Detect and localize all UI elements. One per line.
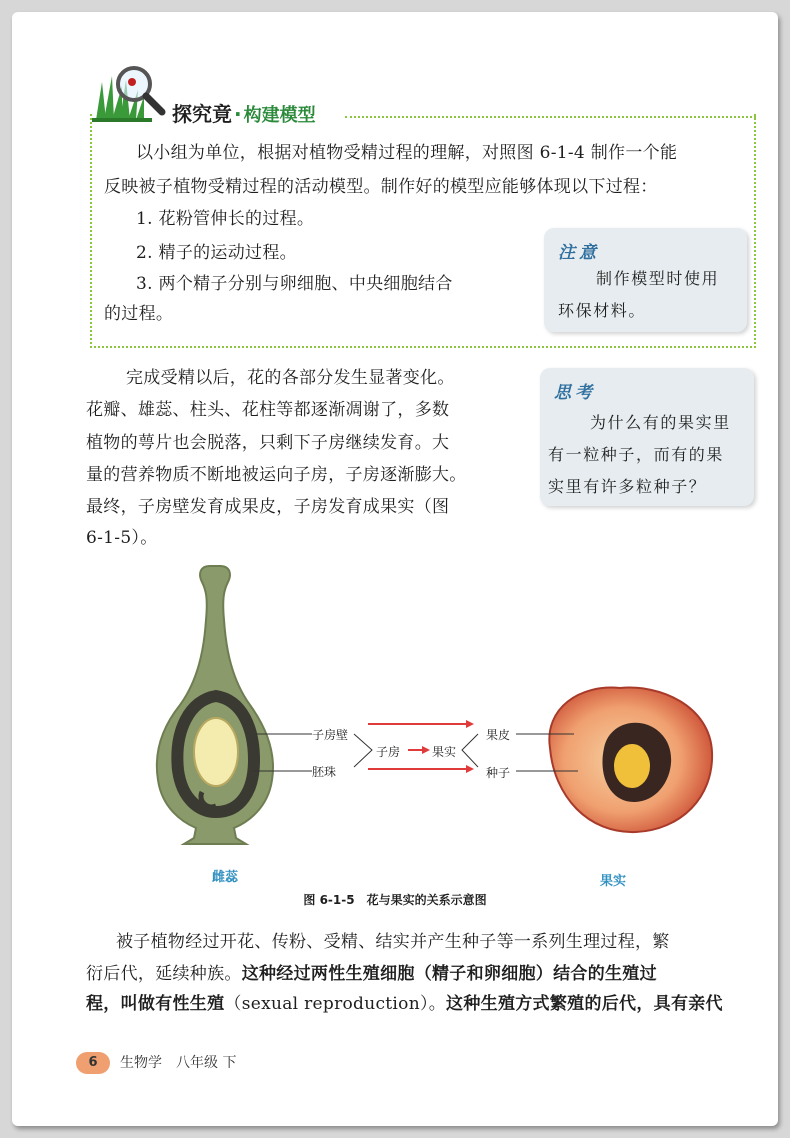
label-pistil: 雌蕊 — [212, 870, 239, 885]
label-ovary-wall: 子房壁 — [312, 728, 349, 742]
explore-title-separator: · — [234, 102, 242, 126]
body-para-line-2: 花瓣、雄蕊、柱头、花柱等都逐渐凋谢了，多数 — [86, 400, 450, 420]
bottom-line-2-bold: 这种经过两性生殖细胞（精子和卵细胞）结合的生殖过 — [241, 964, 657, 984]
think-line-1: 为什么有的果实里 — [590, 413, 731, 432]
explore-para-line-1: 以小组为单位，根据对植物受精过程的理解，对照图 6-1-4 制作一个能 — [136, 143, 678, 163]
label-seed: 种子 — [486, 766, 511, 780]
body-para-line-1: 完成受精以后，花的各部分发生显著变化。 — [126, 368, 455, 388]
body-para-line-6: 6-1-5）。 — [86, 528, 158, 548]
note-line-1: 制作模型时使用 — [596, 269, 720, 288]
body-para-line-4: 量的营养物质不断地被运向子房，子房逐渐膨大。 — [86, 465, 467, 485]
explore-para-line-2: 反映被子植物受精过程的活动模型。制作好的模型应能够体现以下过程： — [104, 177, 658, 197]
label-ovary: 子房 — [376, 745, 401, 759]
bottom-line-2-normal: 衍后代，延续种族。 — [86, 964, 242, 984]
body-para-line-3: 植物的萼片也会脱落，只剩下子房继续发育。大 — [86, 433, 450, 453]
explore-item-2: 2. 精子的运动过程。 — [136, 243, 297, 263]
pistil-illustration — [150, 560, 280, 860]
label-fruit: 果实 — [600, 874, 627, 889]
think-title: 思考 — [554, 383, 596, 403]
label-ovule: 胚珠 — [312, 765, 337, 779]
label-fruit-mid: 果实 — [432, 745, 457, 759]
explore-title-sub: 构建模型 — [243, 105, 316, 126]
note-box — [544, 228, 747, 332]
footer-book-title: 生物学 八年级 下 — [120, 1055, 237, 1071]
bottom-line-2 — [86, 958, 657, 990]
explore-item-1: 1. 花粉管伸长的过程。 — [136, 209, 315, 229]
body-para-line-5: 最终，子房壁发育成果皮，子房发育成果实（图 — [86, 497, 450, 517]
magnifier-grass-icon — [92, 62, 170, 122]
note-line-2: 环保材料。 — [558, 301, 647, 320]
bottom-line-3-bold-1: 程，叫做有性生殖 — [86, 994, 225, 1014]
bottom-line-3 — [86, 988, 723, 1020]
note-title: 注意 — [558, 243, 600, 263]
figure-caption: 图 6-1-5 花与果实的关系示意图 — [303, 893, 487, 907]
page-number: 6 — [76, 1052, 110, 1074]
explore-title-main: 探究竟 — [172, 102, 232, 126]
think-line-2: 有一粒种子，而有的果 — [548, 445, 725, 464]
explore-item-3-line-1: 3. 两个精子分别与卵细胞、中央细胞结合 — [136, 274, 453, 294]
relation-diagram — [230, 720, 580, 790]
bottom-line-3-normal: （sexual reproduction）。 — [224, 994, 447, 1014]
label-pericarp: 果皮 — [486, 728, 511, 742]
think-line-3: 实里有许多粒种子？ — [548, 477, 707, 496]
think-box — [540, 368, 754, 506]
explore-item-3-line-2: 的过程。 — [104, 304, 174, 324]
bottom-line-1: 被子植物经过开花、传粉、受精、结实并产生种子等一系列生理过程，繁 — [116, 932, 670, 952]
bottom-line-3-bold-2: 这种生殖方式繁殖的后代，具有亲代 — [446, 994, 723, 1014]
